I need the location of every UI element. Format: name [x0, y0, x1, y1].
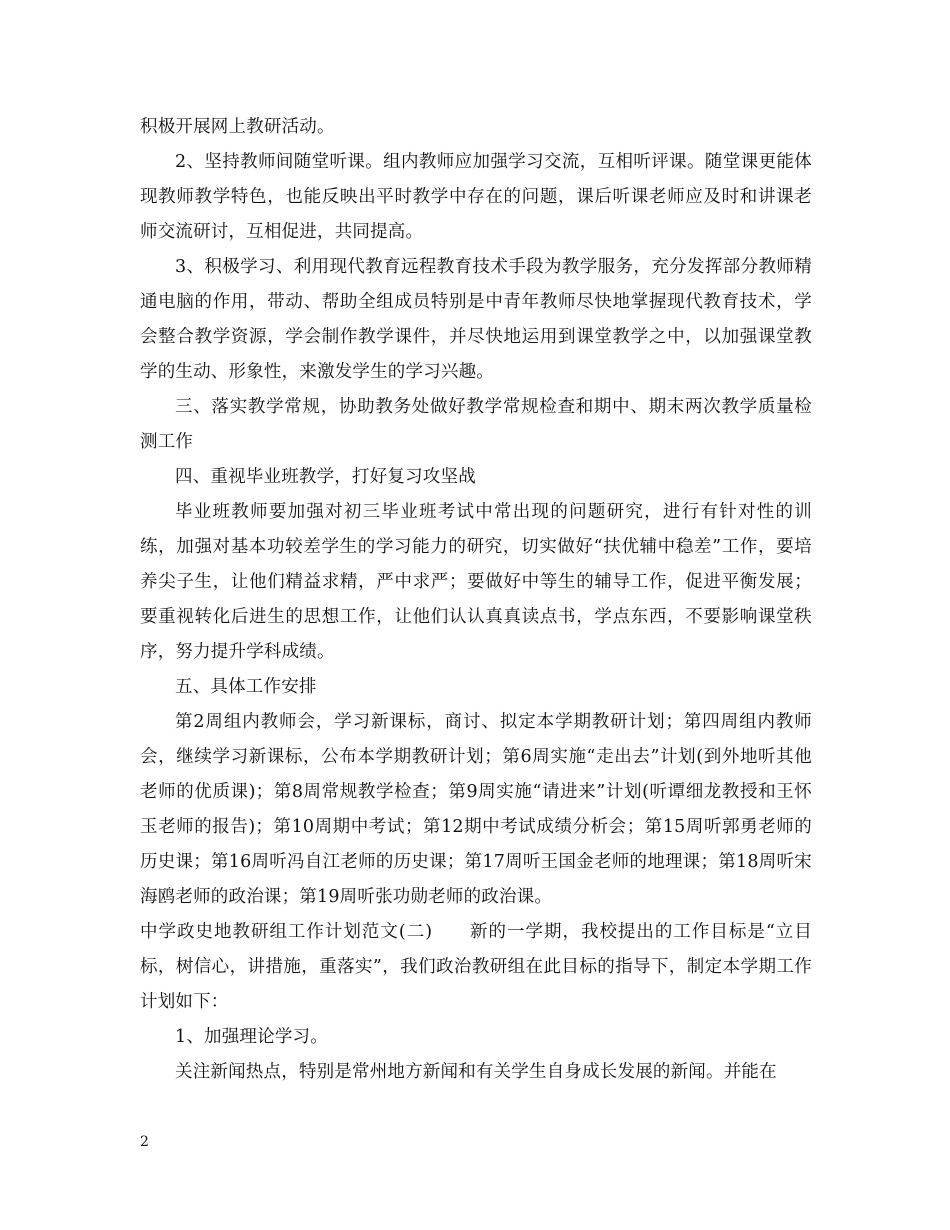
section-heading: 四、重视毕业班教学，打好复习攻坚战: [175, 467, 476, 487]
paragraph: 积极开展网上教研活动。: [140, 117, 335, 137]
paragraph: 2、坚持教师间随堂听课。组内教师应加强学习交流，互相听评课。随堂课更能体现教师教学特色，也能反映出平时教学中存在的问题，课后听课老师应及时和讲课老师交流研讨，互相促进，共同提高。: [140, 152, 812, 242]
page-number: 2: [140, 1134, 149, 1150]
paragraph: 第2周组内教师会，学习新课标，商讨、拟定本学期教研计划；第四周组内教师会，继续学习新课标，公布本学期教研计划；第6周实施“走出去”计划(到外地听其他老师的优质课)；第8周常规教学检查；第9周实施“请进来”计划(听谭细龙教授和王怀玉老师的报告)；第10周期中考试；第12期中考试成绩分析会；第15周听郭勇老师的历史课；第16周听冯自江老师的历史课；第17周听王国金老师的地理课；第18周听宋海鸥老师的政治课；第19周听张功勋老师的政治课。: [140, 712, 812, 907]
section-heading: 三、落实教学常规，协助教务处做好教学常规检查和期中、期末两次教学质量检测工作: [140, 397, 812, 452]
section-heading: 五、具体工作安排: [175, 677, 317, 697]
paragraph: 3、积极学习、利用现代教育远程教育技术手段为教学服务，充分发挥部分教师精通电脑的作用，带动、帮助全组成员特别是中青年教师尽快地掌握现代教育技术，学会整合教学资源，学会制作教学课件，并尽快地运用到课堂教学之中，以加强课堂教学的生动、形象性，来激发学生的学习兴趣。: [140, 257, 812, 382]
paragraph: 1、加强理论学习。: [175, 1027, 328, 1047]
paragraph: 毕业班教师要加强对初三毕业班考试中常出现的问题研究，进行有针对性的训练，加强对基本功较差学生的学习能力的研究，切实做好“扶优辅中稳差”工作，要培养尖子生，让他们精益求精，严中求严；要做好中等生的辅导工作，促进平衡发展；要重视转化后进生的思想工作，让他们认认真真读点书，学点东西，不要影响课堂秩序，努力提升学科成绩。: [140, 502, 812, 662]
paragraph: 中学政史地教研组工作计划范文(二) 新的一学期，我校提出的工作目标是“立目标，树信心，讲措施，重落实”，我们政治教研组在此目标的指导下，制定本学期工作计划如下：: [140, 922, 812, 1012]
document-body: [140, 110, 812, 1090]
paragraph: 关注新闻热点，特别是常州地方新闻和有关学生自身成长发展的新闻。并能在: [175, 1062, 777, 1082]
